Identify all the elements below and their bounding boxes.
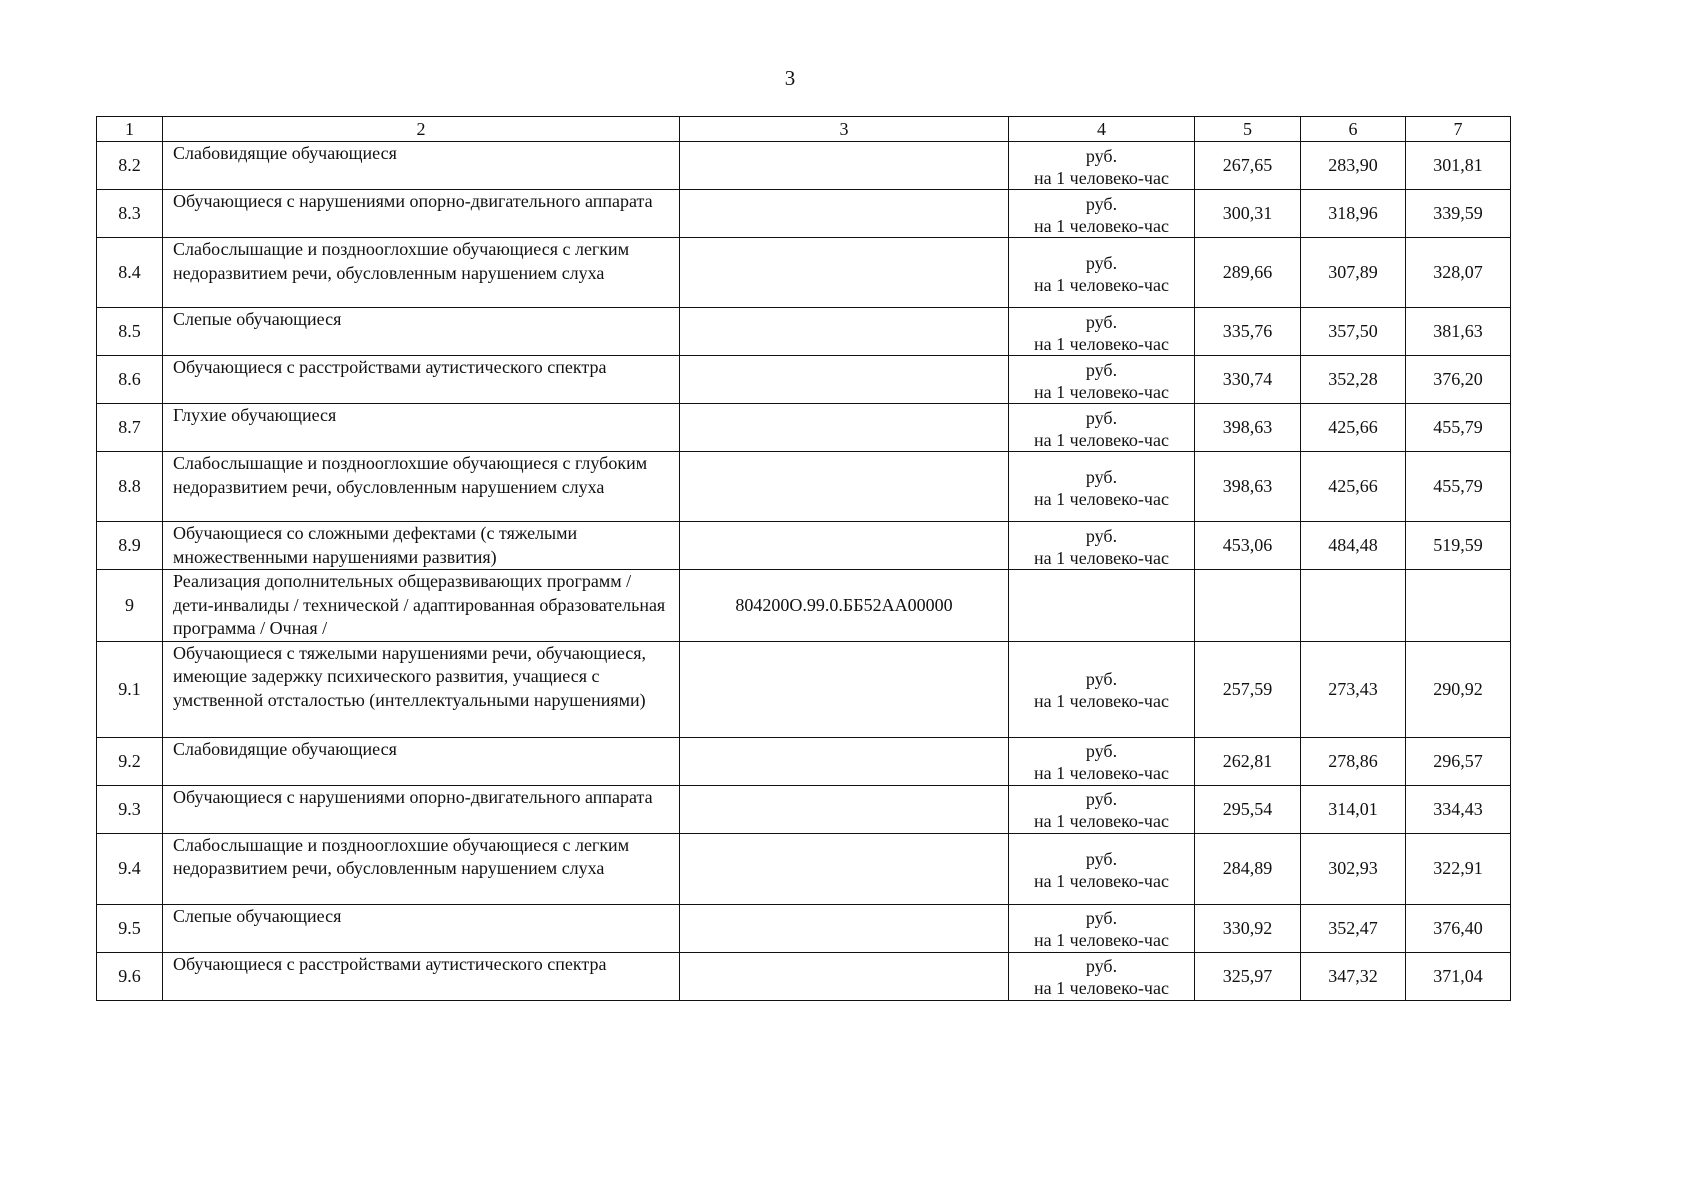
table-row [97, 833, 1511, 904]
row-value-col6: 283,90 [1301, 142, 1406, 190]
unit-currency: руб. [1085, 908, 1118, 928]
table-row [97, 452, 1511, 522]
row-code [680, 238, 1009, 308]
tariff-table [96, 116, 1511, 1001]
row-unit [1009, 238, 1195, 308]
table-row [97, 737, 1511, 785]
unit-basis: на 1 человеко-час [1034, 930, 1169, 950]
row-number: 9.3 [97, 785, 163, 833]
table-header-row [97, 117, 1511, 142]
row-code [680, 641, 1009, 737]
unit-basis: на 1 человеко-час [1034, 488, 1169, 509]
row-unit [1009, 452, 1195, 522]
row-number: 9.4 [97, 833, 163, 904]
unit-currency: руб. [1085, 359, 1118, 380]
table-row [97, 785, 1511, 833]
row-value-col7: 455,79 [1406, 404, 1511, 452]
unit-basis: на 1 человеко-час [1034, 167, 1169, 188]
row-name: Обучающиеся с расстройствами аутистического спектра [163, 952, 680, 1000]
unit-basis: на 1 человеко-час [1034, 763, 1169, 783]
row-name: Слабовидящие обучающиеся [163, 737, 680, 785]
row-code [680, 404, 1009, 452]
row-value-col7: 322,91 [1406, 833, 1511, 904]
row-value-col7: 371,04 [1406, 952, 1511, 1000]
row-value-col5: 289,66 [1195, 238, 1301, 308]
row-number: 9.6 [97, 952, 163, 1000]
unit-currency: руб. [1085, 741, 1118, 761]
row-unit [1009, 356, 1195, 404]
row-value-col7: 296,57 [1406, 737, 1511, 785]
row-value-col7: 376,40 [1406, 904, 1511, 952]
row-unit [1009, 952, 1195, 1000]
table-row [97, 238, 1511, 308]
column-header-3: 3 [680, 117, 1009, 142]
row-value-col6: 425,66 [1301, 452, 1406, 522]
unit-basis: на 1 человеко-час [1034, 215, 1169, 236]
row-value-col7: 301,81 [1406, 142, 1511, 190]
row-code [680, 308, 1009, 356]
row-name: Обучающиеся со сложными дефектами (с тяжелыми множественными нарушениями развития) [163, 522, 680, 570]
row-value-col6: 352,28 [1301, 356, 1406, 404]
row-code [680, 785, 1009, 833]
row-value-col7: 339,59 [1406, 190, 1511, 238]
column-header-6: 6 [1301, 117, 1406, 142]
row-code [680, 356, 1009, 404]
unit-currency: руб. [1085, 193, 1118, 214]
unit-basis: на 1 человеко-час [1034, 811, 1169, 831]
column-header-4: 4 [1009, 117, 1195, 142]
row-value-col7: 290,92 [1406, 641, 1511, 737]
row-value-col7: 519,59 [1406, 522, 1511, 570]
row-code [680, 833, 1009, 904]
row-unit [1009, 641, 1195, 737]
row-unit [1009, 833, 1195, 904]
row-value-col5: 330,92 [1195, 904, 1301, 952]
row-value-col5: 398,63 [1195, 452, 1301, 522]
row-value-col5: 325,97 [1195, 952, 1301, 1000]
row-unit [1009, 737, 1195, 785]
row-name: Обучающиеся с расстройствами аутистического спектра [163, 356, 680, 404]
row-name: Слабовидящие обучающиеся [163, 142, 680, 190]
table-row [97, 190, 1511, 238]
unit-basis: на 1 человеко-час [1034, 429, 1169, 450]
row-value-col6: 273,43 [1301, 641, 1406, 737]
unit-basis: на 1 человеко-час [1034, 547, 1169, 568]
row-number: 9.5 [97, 904, 163, 952]
unit-basis: на 1 человеко-час [1034, 274, 1169, 295]
unit-basis: на 1 человеко-час [1034, 870, 1169, 891]
row-value-col6: 314,01 [1301, 785, 1406, 833]
row-code: 804200О.99.0.ББ52АА00000 [680, 570, 1009, 642]
row-value-col5: 284,89 [1195, 833, 1301, 904]
unit-currency: руб. [1085, 669, 1118, 689]
unit-currency: руб. [1085, 145, 1118, 166]
row-value-col6: 347,32 [1301, 952, 1406, 1000]
row-value-col7: 328,07 [1406, 238, 1511, 308]
unit-basis: на 1 человеко-час [1034, 691, 1169, 711]
row-unit [1009, 522, 1195, 570]
table-row [97, 356, 1511, 404]
row-number: 8.7 [97, 404, 163, 452]
table-row [97, 142, 1511, 190]
row-number: 8.8 [97, 452, 163, 522]
table-row [97, 522, 1511, 570]
row-value-col5: 335,76 [1195, 308, 1301, 356]
row-value-col5: 262,81 [1195, 737, 1301, 785]
unit-basis: на 1 человеко-час [1034, 381, 1169, 402]
column-header-2: 2 [163, 117, 680, 142]
table-row [97, 952, 1511, 1000]
row-value-col6: 307,89 [1301, 238, 1406, 308]
row-value-col5: 267,65 [1195, 142, 1301, 190]
table-row [97, 570, 1511, 642]
row-value-col7: 334,43 [1406, 785, 1511, 833]
unit-currency: руб. [1085, 525, 1118, 546]
row-name: Обучающиеся с нарушениями опорно-двигательного аппарата [163, 190, 680, 238]
row-unit [1009, 142, 1195, 190]
row-unit [1009, 308, 1195, 356]
row-code [680, 190, 1009, 238]
row-value-col6: 425,66 [1301, 404, 1406, 452]
row-value-col7 [1406, 570, 1511, 642]
row-number: 8.9 [97, 522, 163, 570]
row-name: Обучающиеся с нарушениями опорно-двигательного аппарата [163, 785, 680, 833]
row-name: Слабослышащие и позднооглохшие обучающиеся с легким недоразвитием речи, обусловленным нарушением слуха [163, 833, 680, 904]
table-row [97, 308, 1511, 356]
row-value-col5 [1195, 570, 1301, 642]
row-code [680, 452, 1009, 522]
row-number: 8.4 [97, 238, 163, 308]
row-value-col5: 330,74 [1195, 356, 1301, 404]
unit-currency: руб. [1085, 407, 1118, 428]
unit-currency: руб. [1085, 956, 1118, 976]
row-code [680, 142, 1009, 190]
row-number: 9.2 [97, 737, 163, 785]
unit-basis: на 1 человеко-час [1034, 978, 1169, 998]
unit-basis: на 1 человеко-час [1034, 333, 1169, 354]
row-name: Слабослышащие и позднооглохшие обучающиеся с легким недоразвитием речи, обусловленным нарушением слуха [163, 238, 680, 308]
row-value-col6: 278,86 [1301, 737, 1406, 785]
row-code [680, 952, 1009, 1000]
row-value-col7: 455,79 [1406, 452, 1511, 522]
row-unit [1009, 904, 1195, 952]
row-value-col5: 398,63 [1195, 404, 1301, 452]
column-header-7: 7 [1406, 117, 1511, 142]
table-row [97, 404, 1511, 452]
row-value-col5: 453,06 [1195, 522, 1301, 570]
row-value-col6 [1301, 570, 1406, 642]
row-name: Слабослышащие и позднооглохшие обучающиеся с глубоким недоразвитием речи, обусловленным нарушением слуха [163, 452, 680, 522]
row-name: Слепые обучающиеся [163, 308, 680, 356]
row-name: Глухие обучающиеся [163, 404, 680, 452]
row-value-col6: 357,50 [1301, 308, 1406, 356]
row-name: Слепые обучающиеся [163, 904, 680, 952]
row-number: 9.1 [97, 641, 163, 737]
row-unit [1009, 785, 1195, 833]
row-value-col5: 300,31 [1195, 190, 1301, 238]
unit-currency: руб. [1085, 311, 1118, 332]
unit-currency: руб. [1085, 848, 1118, 869]
row-unit [1009, 404, 1195, 452]
row-number: 8.3 [97, 190, 163, 238]
row-value-col6: 302,93 [1301, 833, 1406, 904]
page-number: 3 [784, 66, 796, 90]
row-number: 8.2 [97, 142, 163, 190]
row-value-col6: 484,48 [1301, 522, 1406, 570]
row-number: 9 [97, 570, 163, 642]
row-code [680, 904, 1009, 952]
row-value-col6: 318,96 [1301, 190, 1406, 238]
unit-currency: руб. [1085, 466, 1118, 487]
table-row [97, 904, 1511, 952]
unit-currency: руб. [1085, 252, 1118, 273]
row-name: Реализация дополнительных общеразвивающих программ / дети-инвалиды / технической / адаптированная образовательная программа / Очная / [163, 570, 680, 642]
row-code [680, 737, 1009, 785]
column-header-1: 1 [97, 117, 163, 142]
row-number: 8.5 [97, 308, 163, 356]
row-code [680, 522, 1009, 570]
row-unit [1009, 190, 1195, 238]
row-value-col7: 376,20 [1406, 356, 1511, 404]
row-value-col5: 295,54 [1195, 785, 1301, 833]
row-name: Обучающиеся с тяжелыми нарушениями речи, обучающиеся, имеющие задержку психического развития, учащиеся с умственной отсталостью (интеллектуальными нарушениями) [163, 641, 680, 737]
row-value-col6: 352,47 [1301, 904, 1406, 952]
row-unit [1009, 570, 1195, 642]
unit-currency: руб. [1085, 789, 1118, 809]
row-value-col7: 381,63 [1406, 308, 1511, 356]
table-row [97, 641, 1511, 737]
row-number: 8.6 [97, 356, 163, 404]
column-header-5: 5 [1195, 117, 1301, 142]
row-value-col5: 257,59 [1195, 641, 1301, 737]
